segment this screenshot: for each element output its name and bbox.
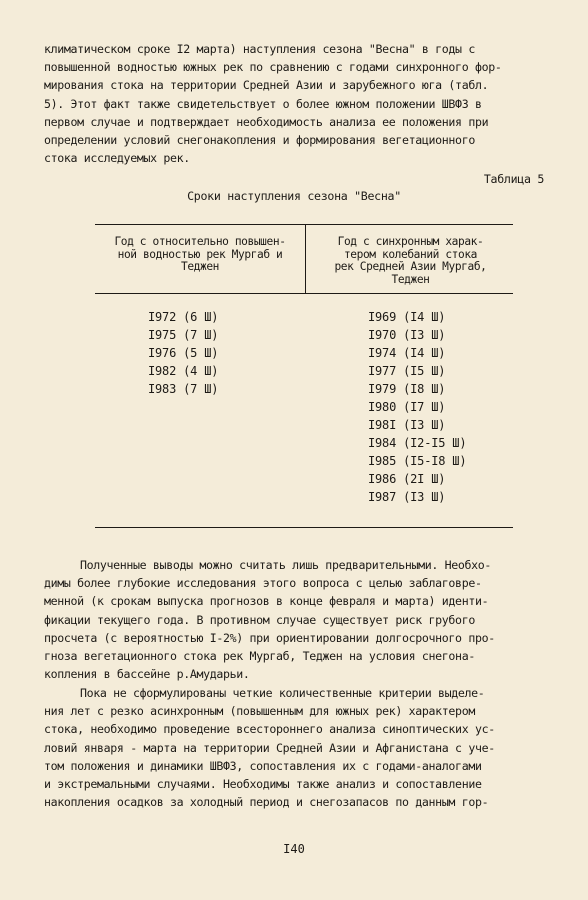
table-cell: I984 (I2-I5 Ш) (368, 436, 467, 450)
text-line: накопления осадков за холодный период и снегозапасов по данным гор- (44, 795, 489, 810)
text-line: определении условий снегонакопления и формирования вегетационного (44, 133, 475, 148)
table-cell: I972 (6 Ш) (148, 310, 219, 324)
header-line: Год с относительно повышен- (114, 235, 286, 248)
table-cell: I987 (I3 Ш) (368, 490, 446, 504)
header-line: Год с синхронным харак- (337, 235, 484, 248)
text-line: мирования стока на территории Средней Азии и зарубежного юга (табл. (44, 78, 489, 93)
table-cell: I977 (I5 Ш) (368, 364, 446, 378)
text-line: том положения и динамики ШВФЗ, сопоставления их с годами-аналогами (44, 758, 482, 773)
text-line: гноза вегетационного стока рек Мургаб, Теджен на условия снегона- (44, 649, 475, 664)
table-cell: I970 (I3 Ш) (368, 328, 446, 342)
table-cell: I986 (2I Ш) (368, 472, 446, 486)
table-cell: I980 (I7 Ш) (368, 400, 446, 414)
text-line: Пока не сформулированы четкие количественные критерии выделе- (80, 686, 485, 700)
header-line: рек Средней Азии Мургаб, (334, 260, 487, 274)
text-line: димы более глубокие исследования этого вопроса с целью заблаговре- (44, 576, 482, 591)
paragraph-conclusions (44, 556, 550, 683)
table-header-divider (305, 224, 306, 293)
text-line: фикации текущего года. В противном случае существует риск грубого (44, 612, 475, 627)
table-cell: I985 (I5-I8 Ш) (368, 454, 467, 468)
text-line: стока, необходимо проведение всестороннего анализа синоптических ус- (44, 722, 495, 737)
header-line: Теджен (180, 260, 219, 274)
text-line: ловий января - марта на территории Средней Азии и Афганистана с уче- (44, 740, 495, 755)
table-column-left (148, 308, 218, 398)
table-cell: I974 (I4 Ш) (368, 346, 446, 360)
text-line: и экстремальными случаями. Необходимы также анализ и сопоставление (44, 777, 482, 792)
table-header-right (308, 236, 513, 286)
table-caption: Сроки наступления сезона "Весна" (187, 189, 401, 203)
text-line: стока исследуемых рек. (44, 151, 190, 166)
page-number: I40 (283, 842, 305, 856)
header-line: Теджен (391, 272, 430, 286)
table-cell: I98I (I3 Ш) (368, 418, 446, 432)
paragraph-intro (44, 40, 550, 167)
table-cell: I976 (5 Ш) (148, 346, 219, 360)
table-cell: I979 (I8 Ш) (368, 382, 446, 396)
table-header-rule (95, 293, 513, 294)
table-cell: I983 (7 Ш) (148, 382, 219, 396)
table-column-right (368, 308, 466, 506)
table-top-rule (95, 224, 513, 225)
paragraph-criteria (44, 684, 550, 811)
text-line: просчета (с вероятностью I-2%) при ориентировании долгосрочного про- (44, 630, 495, 645)
text-line: Полученные выводы можно считать лишь предварительными. Необхо- (80, 558, 492, 572)
text-line: ния лет с резко асинхронным (повышенным для южных рек) характером (44, 704, 475, 719)
table-cell: I982 (4 Ш) (148, 364, 219, 378)
table-cell: I975 (7 Ш) (148, 328, 219, 342)
table-bottom-rule (95, 527, 513, 528)
table-cell: I969 (I4 Ш) (368, 310, 446, 324)
table-header-left (95, 236, 305, 274)
text-line: менной (к срокам выпуска прогнозов в конце февраля и марта) иденти- (44, 594, 489, 609)
table-label: Таблица 5 (483, 172, 544, 186)
header-line: ной водностью рек Мургаб и (117, 247, 283, 261)
text-line: 5). Этот факт также свидетельствует о более южном положении ШВФЗ в (44, 96, 482, 111)
text-line: первом случае и подтверждает необходимость анализа ее положения при (44, 114, 489, 129)
text-line: копления в бассейне р.Амударьи. (44, 667, 250, 682)
text-line: климатическом сроке I2 марта) наступления сезона "Весна" в годы с (44, 42, 475, 56)
header-line: тером колебаний стока (343, 247, 478, 261)
text-line: повышенной водностью южных рек по сравнению с годами синхронного фор- (44, 60, 502, 75)
